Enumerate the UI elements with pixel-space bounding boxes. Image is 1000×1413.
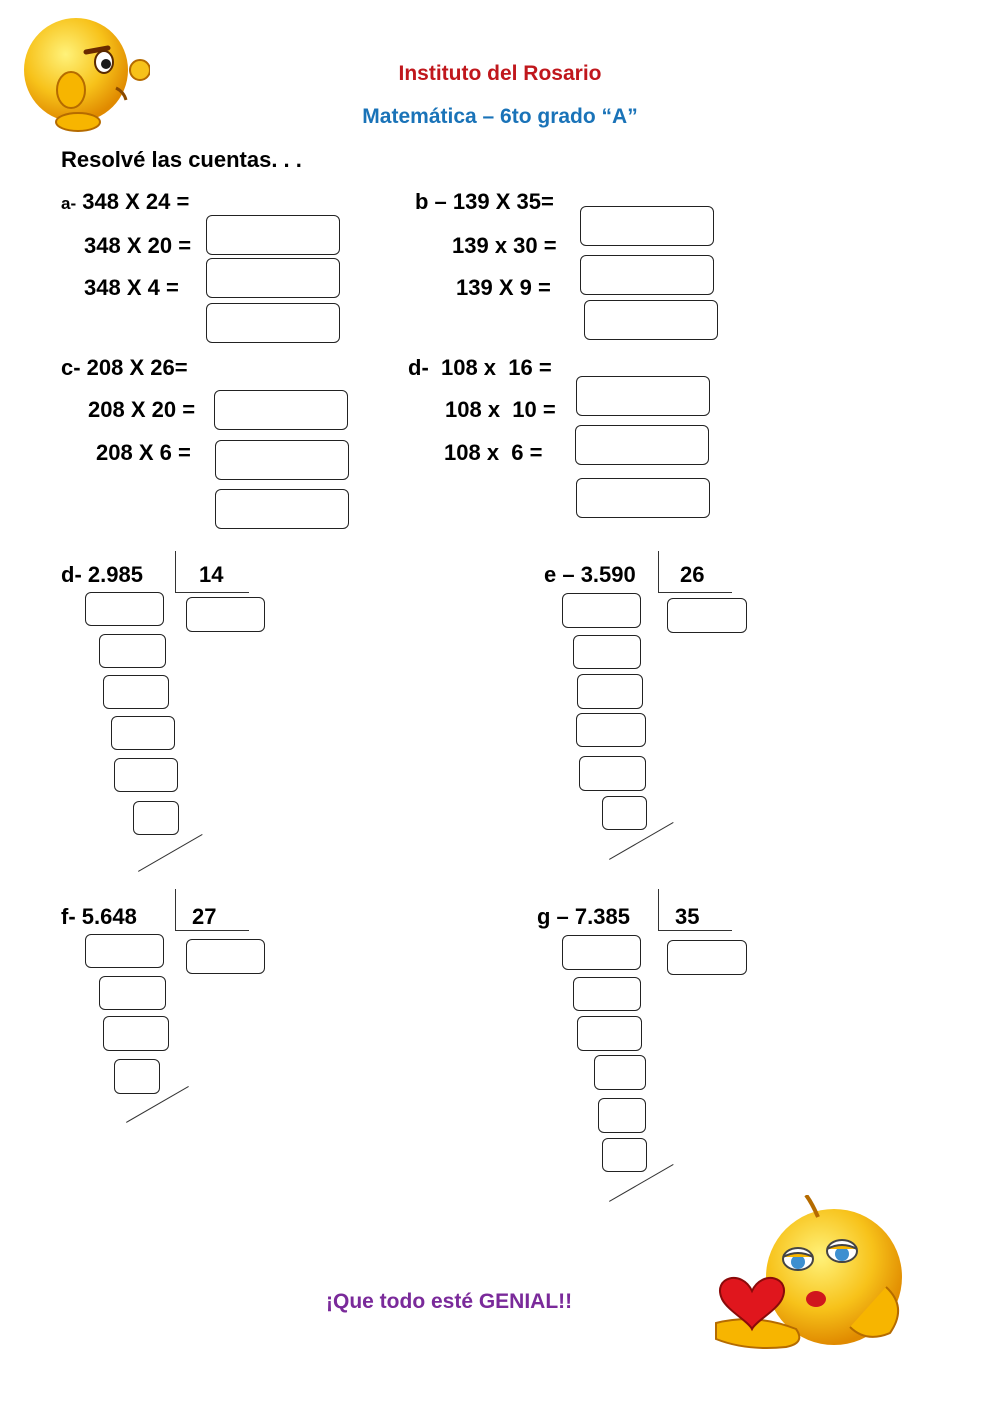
remainder-box[interactable] [602, 796, 647, 830]
answer-box[interactable] [594, 1055, 646, 1090]
division-bracket [658, 551, 659, 593]
problem-b-step-1: 139 x 30 = [452, 233, 557, 258]
footer-message: ¡Que todo esté GENIAL!! [326, 1290, 573, 1313]
problem-d-step-1: 108 x 10 = [445, 397, 556, 422]
problem-a-step-2: 348 X 4 = [84, 275, 179, 300]
answer-box[interactable] [584, 300, 718, 340]
problem-c-step-1: 208 X 20 = [88, 397, 196, 422]
problem-a-label [61, 189, 189, 217]
answer-box[interactable] [580, 206, 714, 246]
answer-box[interactable] [206, 303, 340, 343]
answer-box[interactable] [562, 935, 641, 970]
answer-box[interactable] [576, 478, 710, 518]
answer-box[interactable] [598, 1098, 646, 1133]
problem-b-step-2: 139 X 9 = [456, 275, 551, 300]
division-d-dividend: d- 2.985 [61, 562, 143, 587]
remainder-box[interactable] [602, 1138, 647, 1172]
quotient-box[interactable] [667, 940, 747, 975]
division-bracket [175, 889, 176, 931]
answer-box[interactable] [103, 1016, 169, 1051]
division-g-divisor: 35 [675, 904, 700, 929]
division-e-dividend: e – 3.590 [544, 562, 636, 587]
problem-d-step-2: 108 x 6 = [444, 440, 543, 465]
remainder-slash [138, 834, 203, 872]
kissing-emoji-icon [706, 1195, 918, 1353]
answer-box[interactable] [103, 675, 169, 709]
division-bracket [658, 889, 659, 931]
instruction: Resolvé las cuentas. . . [61, 147, 302, 172]
answer-box[interactable] [577, 674, 643, 709]
answer-box[interactable] [580, 255, 714, 295]
division-bracket [175, 551, 176, 593]
problem-a-main: 348 X 24 = [82, 189, 190, 214]
problem-b-main: b – 139 X 35= [415, 189, 554, 214]
answer-box[interactable] [214, 390, 348, 430]
page-title: Instituto del Rosario [398, 62, 602, 85]
quotient-box[interactable] [186, 597, 265, 632]
answer-box[interactable] [215, 489, 349, 529]
division-g-dividend: g – 7.385 [537, 904, 630, 929]
answer-box[interactable] [577, 1016, 642, 1051]
division-f-dividend: f- 5.648 [61, 904, 137, 929]
page-subtitle: Matemática – 6to grado “A” [362, 105, 638, 128]
answer-box[interactable] [576, 713, 646, 747]
division-bracket [175, 592, 249, 593]
problem-a-prefix: a- [61, 194, 77, 213]
answer-box[interactable] [573, 635, 641, 669]
answer-box[interactable] [85, 934, 164, 968]
answer-box[interactable] [99, 634, 166, 668]
problem-d-main: d- 108 x 16 = [408, 355, 552, 380]
problem-a-step-1: 348 X 20 = [84, 233, 192, 258]
answer-box[interactable] [215, 440, 349, 480]
division-e-divisor: 26 [680, 562, 705, 587]
answer-box[interactable] [579, 756, 646, 791]
answer-box[interactable] [99, 976, 166, 1010]
quotient-box[interactable] [186, 939, 265, 974]
answer-box[interactable] [111, 716, 175, 750]
problem-c-main: c- 208 X 26= [61, 355, 188, 380]
remainder-box[interactable] [114, 1059, 160, 1094]
division-f-divisor: 27 [192, 904, 217, 929]
answer-box[interactable] [562, 593, 641, 628]
remainder-box[interactable] [133, 801, 179, 835]
answer-box[interactable] [575, 425, 709, 465]
division-bracket [658, 930, 732, 931]
answer-box[interactable] [576, 376, 710, 416]
answer-box[interactable] [114, 758, 178, 792]
division-bracket [175, 930, 249, 931]
division-d-divisor: 14 [199, 562, 224, 587]
answer-box[interactable] [206, 215, 340, 255]
answer-box[interactable] [573, 977, 641, 1011]
answer-box[interactable] [206, 258, 340, 298]
problem-c-step-2: 208 X 6 = [96, 440, 191, 465]
answer-box[interactable] [85, 592, 164, 626]
quotient-box[interactable] [667, 598, 747, 633]
division-bracket [658, 592, 732, 593]
